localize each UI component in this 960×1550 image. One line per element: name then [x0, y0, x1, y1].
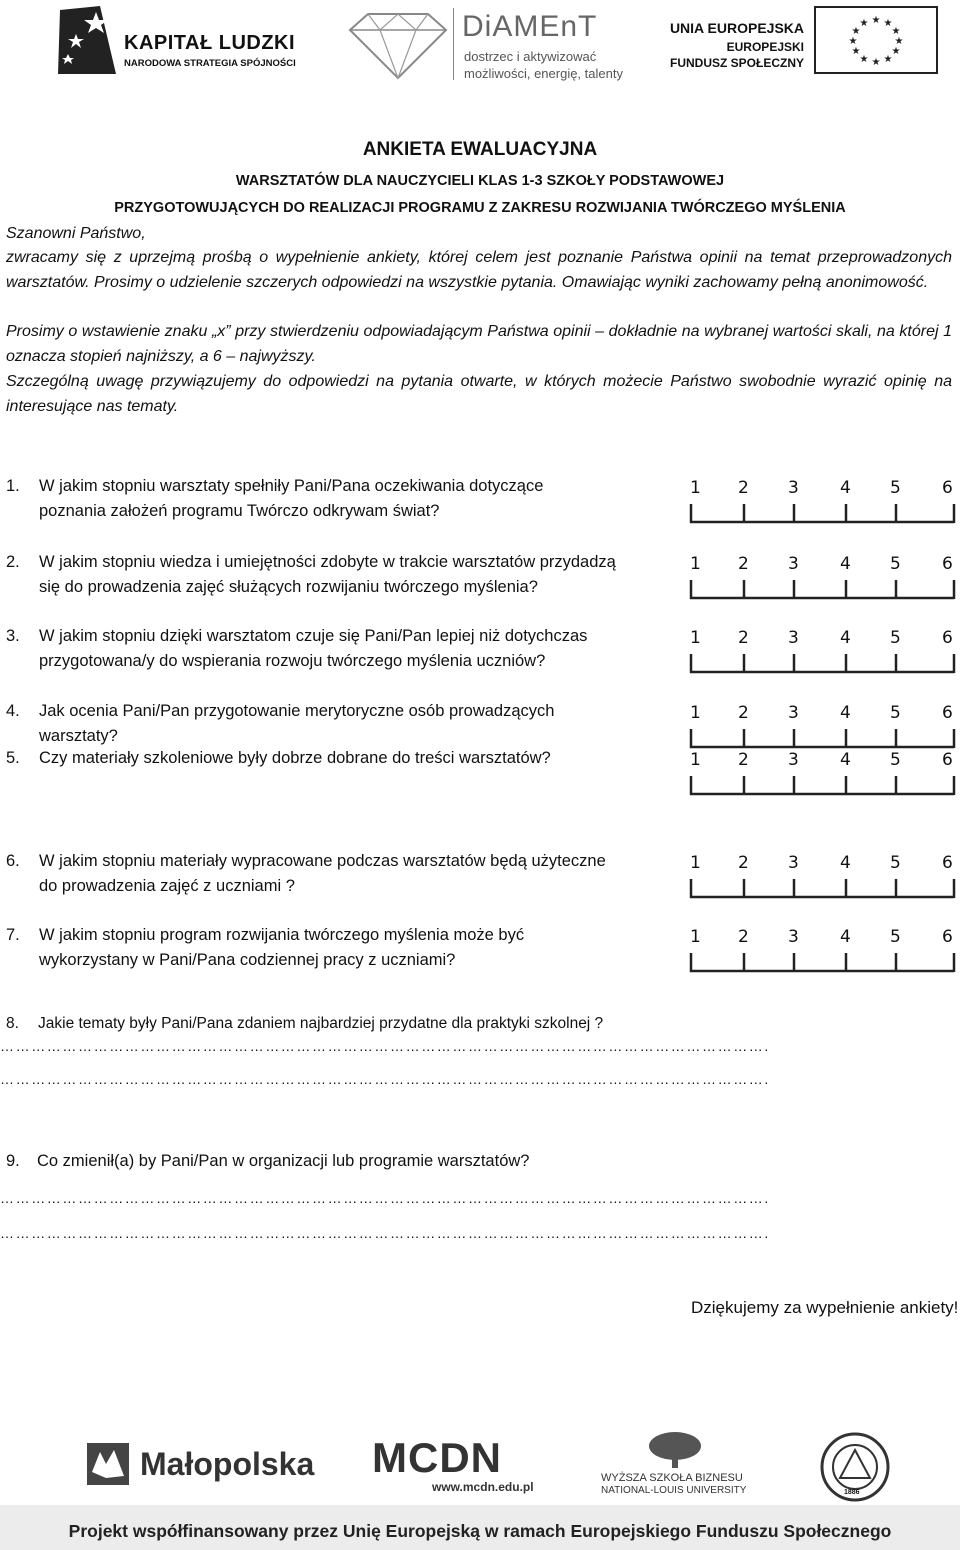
- svg-text:★: ★: [851, 26, 861, 37]
- scale-label[interactable]: 3: [788, 478, 799, 498]
- scale-label[interactable]: 4: [840, 478, 851, 498]
- scale-label[interactable]: 2: [738, 478, 749, 498]
- svg-text:★: ★: [859, 54, 869, 65]
- svg-text:★: ★: [891, 26, 901, 37]
- scale-label[interactable]: 5: [890, 554, 901, 574]
- question-9-number: 9.: [6, 1152, 20, 1170]
- question-text-line-2: wykorzystany w Pani/Pana codziennej pracy z uczniami?: [39, 951, 456, 969]
- document-title: ANKIETA EWALUACYJNA: [362, 139, 598, 160]
- question-8-text: Jakie tematy były Pani/Pana zdaniem najbardziej przydatne dla praktyki szkolnej ?: [38, 1015, 604, 1032]
- mcdn-logo: [370, 1428, 534, 1500]
- kapital-ludzki-title: KAPITAŁ LUDZKI: [124, 32, 296, 54]
- diament-title: DiAMEnT: [462, 10, 598, 43]
- svg-text:★: ★: [848, 36, 858, 47]
- svg-text:★: ★: [883, 18, 893, 29]
- question-text-line-1: W jakim stopniu warsztaty spełniły Pani/Pana oczekiwania dotyczące: [39, 477, 544, 495]
- scale-label[interactable]: 4: [840, 554, 851, 574]
- question-text-line-1: Jak ocenia Pani/Pan przygotowanie merytoryczne osób prowadzących: [39, 702, 555, 720]
- scale-label[interactable]: 6: [942, 628, 953, 648]
- malopolska-emblem-icon: [86, 1442, 130, 1486]
- scale-label[interactable]: 3: [788, 703, 799, 723]
- scale-label[interactable]: 3: [788, 927, 799, 947]
- mcdn-title: MCDN: [372, 1434, 502, 1481]
- kapital-ludzki-logo: [56, 4, 311, 76]
- svg-text:★: ★: [851, 46, 861, 57]
- nlu-year: 1886: [844, 1489, 860, 1496]
- scale-label[interactable]: 6: [942, 703, 953, 723]
- scale-label[interactable]: 5: [890, 628, 901, 648]
- diament-logo: [344, 8, 644, 80]
- scale-label[interactable]: 5: [890, 853, 901, 873]
- question-text-line-2: do prowadzenia zajęć z uczniami ?: [39, 877, 295, 895]
- svg-text:★: ★: [871, 15, 881, 26]
- question-text-line-1: W jakim stopniu materiały wypracowane podczas warsztatów będą użyteczne: [39, 852, 606, 870]
- wsb-line-1: WYŻSZA SZKOŁA BIZNESU: [601, 1472, 743, 1484]
- intro-paragraph-2: Prosimy o wstawienie znaku „x” przy stwierdzeniu odpowiadającym Państwa opinii – dokładnie na wybranej wartości skali, na której 1 oznacza stopień najniższy, a 6 – najwyższy.: [6, 323, 952, 365]
- scale-label[interactable]: 6: [942, 750, 953, 770]
- intro-greeting: Szanowni Państwo,: [6, 225, 146, 242]
- svg-text:★: ★: [871, 57, 881, 68]
- scale-label[interactable]: 3: [788, 554, 799, 574]
- scale-ruler[interactable]: [688, 951, 960, 975]
- svg-text:★: ★: [894, 36, 904, 47]
- scale-label[interactable]: 1: [690, 703, 701, 723]
- scale-label[interactable]: 1: [690, 750, 701, 770]
- question-text-line-2: się do prowadzenia zajęć służących rozwijaniu twórczego myślenia?: [39, 578, 538, 596]
- eu-line-3: FUNDUSZ SPOŁECZNY: [669, 56, 804, 70]
- scale-label[interactable]: 4: [840, 628, 851, 648]
- question-text-line-2: poznania założeń programu Twórczo odkrywam świat?: [39, 502, 440, 520]
- scale-ruler[interactable]: [688, 774, 960, 798]
- wsb-line-2: NATIONAL-LOUIS UNIVERSITY: [601, 1485, 747, 1496]
- svg-text:★: ★: [891, 46, 901, 57]
- scale-label[interactable]: 5: [890, 703, 901, 723]
- rating-scale[interactable]: [688, 628, 960, 680]
- scale-label[interactable]: 1: [690, 478, 701, 498]
- diament-tagline-1: dostrzec i aktywizować: [464, 49, 597, 64]
- rating-scale[interactable]: [688, 554, 960, 606]
- kapital-ludzki-subtitle: NARODOWA STRATEGIA SPÓJNOŚCI: [124, 58, 296, 69]
- question-number: 3.: [6, 627, 20, 645]
- rating-scale[interactable]: [688, 853, 960, 905]
- scale-label[interactable]: 1: [690, 554, 701, 574]
- question-number: 2.: [6, 553, 20, 571]
- scale-label[interactable]: 5: [890, 927, 901, 947]
- question-number: 1.: [6, 477, 20, 495]
- intro-paragraph-1: zwracamy się z uprzejmą prośbą o wypełnienie ankiety, której celem jest poznanie Państwa opinii na temat przeprowadzonych warsztatów. Prosimy o udzielenie szczerych odpowiedzi na wszystkie pytania. Omawiając wyniki zachowamy pełną anonimowość.: [6, 249, 952, 291]
- answer-line[interactable]: ………………………………………………………………………………………………………………………………….: [0, 1071, 770, 1087]
- scale-label[interactable]: 5: [890, 750, 901, 770]
- scale-ruler[interactable]: [688, 502, 960, 526]
- malopolska-logo: [86, 1442, 326, 1488]
- scale-label[interactable]: 6: [942, 853, 953, 873]
- diamond-icon: [344, 8, 454, 80]
- scale-label[interactable]: 4: [840, 853, 851, 873]
- scale-label[interactable]: 6: [942, 554, 953, 574]
- scale-label[interactable]: 2: [738, 927, 749, 947]
- scale-label[interactable]: 2: [738, 628, 749, 648]
- thank-you-note: Dziękujemy za wypełnienie ankiety!: [691, 1298, 959, 1317]
- eu-line-1: UNIA EUROPEJSKA: [669, 20, 804, 36]
- document-subtitle-1: WARSZTATÓW DLA NAUCZYCIELI KLAS 1-3 SZKOŁY PODSTAWOWEJ: [235, 173, 725, 189]
- svg-text:★: ★: [883, 54, 893, 65]
- rating-scale[interactable]: [688, 750, 960, 802]
- tree-icon: [645, 1432, 705, 1468]
- scale-label[interactable]: 5: [890, 478, 901, 498]
- eu-logo: [669, 6, 938, 74]
- answer-line[interactable]: ………………………………………………………………………………………………………………………………….: [0, 1038, 770, 1054]
- question-text-line-1: W jakim stopniu dzięki warsztatom czuje się Pani/Pan lepiej niż dotychczas: [39, 627, 588, 645]
- scale-ruler[interactable]: [688, 578, 960, 602]
- question-text-line-1: W jakim stopniu wiedza i umiejętności zdobyte w trakcie warsztatów przydadzą: [39, 553, 616, 571]
- diament-tagline-2: możliwości, energię, talenty: [464, 66, 623, 81]
- question-number: 5.: [6, 749, 20, 767]
- scale-label[interactable]: 1: [690, 628, 701, 648]
- question-text-line-1: Czy materiały szkoleniowe były dobrze dobrane do treści warsztatów?: [39, 749, 551, 767]
- scale-label[interactable]: 2: [738, 853, 749, 873]
- scale-label[interactable]: 2: [738, 750, 749, 770]
- question-number: 7.: [6, 926, 20, 944]
- question-text-line-2: przygotowana/y do wspierania rozwoju twórczego myślenia uczniów?: [39, 652, 546, 670]
- scale-label[interactable]: 2: [738, 703, 749, 723]
- answer-line[interactable]: ………………………………………………………………………………………………………………………………….: [0, 1225, 770, 1241]
- scale-ruler[interactable]: [688, 652, 960, 676]
- kapital-ludzki-emblem-icon: [56, 4, 122, 76]
- question-number: 6.: [6, 852, 20, 870]
- question-text-line-1: W jakim stopniu program rozwijania twórczego myślenia może być: [39, 926, 525, 944]
- malopolska-title: Małopolska: [140, 1446, 315, 1482]
- question-text-line-2: warsztaty?: [39, 727, 118, 745]
- scale-label[interactable]: 6: [942, 478, 953, 498]
- scale-label[interactable]: 4: [840, 703, 851, 723]
- intro-paragraph-3: Szczególną uwagę przywiązujemy do odpowiedzi na pytania otwarte, w których możecie Państwo swobodnie wyrazić opinię na interesujące nas tematy.: [6, 373, 952, 415]
- svg-text:★: ★: [859, 18, 869, 29]
- scale-label[interactable]: 4: [840, 750, 851, 770]
- question-number: 4.: [6, 702, 20, 720]
- scale-ruler[interactable]: [688, 877, 960, 901]
- mcdn-url: www.mcdn.edu.pl: [432, 1480, 534, 1494]
- scale-label[interactable]: 3: [788, 750, 799, 770]
- scale-label[interactable]: 2: [738, 554, 749, 574]
- scale-label[interactable]: 1: [690, 853, 701, 873]
- scale-label[interactable]: 3: [788, 853, 799, 873]
- scale-label[interactable]: 3: [788, 628, 799, 648]
- question-9-text: Co zmienił(a) by Pani/Pan w organizacji lub programie warsztatów?: [37, 1152, 530, 1170]
- rating-scale[interactable]: [688, 927, 960, 979]
- scale-label[interactable]: 6: [942, 927, 953, 947]
- answer-line[interactable]: ………………………………………………………………………………………………………………………………….: [0, 1190, 770, 1206]
- question-8-number: 8.: [6, 1015, 19, 1032]
- rating-scale[interactable]: [688, 478, 960, 530]
- document-subtitle-2: PRZYGOTOWUJĄCYCH DO REALIZACJI PROGRAMU Z ZAKRESU ROZWIJANIA TWÓRCZEGO MYŚLENIA: [114, 200, 846, 216]
- nlu-seal-logo: [820, 1432, 890, 1502]
- wsb-nlu-logo: [595, 1432, 760, 1498]
- eu-flag-icon: [814, 6, 938, 74]
- scale-label[interactable]: 1: [690, 927, 701, 947]
- scale-label[interactable]: 4: [840, 927, 851, 947]
- eu-line-2: EUROPEJSKI: [726, 40, 804, 54]
- rating-scale[interactable]: [688, 703, 960, 755]
- scale-ruler[interactable]: [688, 727, 960, 751]
- footer-project-text: Projekt współfinansowany przez Unię Europejską w ramach Europejskiego Funduszu Społecznego: [68, 1521, 892, 1541]
